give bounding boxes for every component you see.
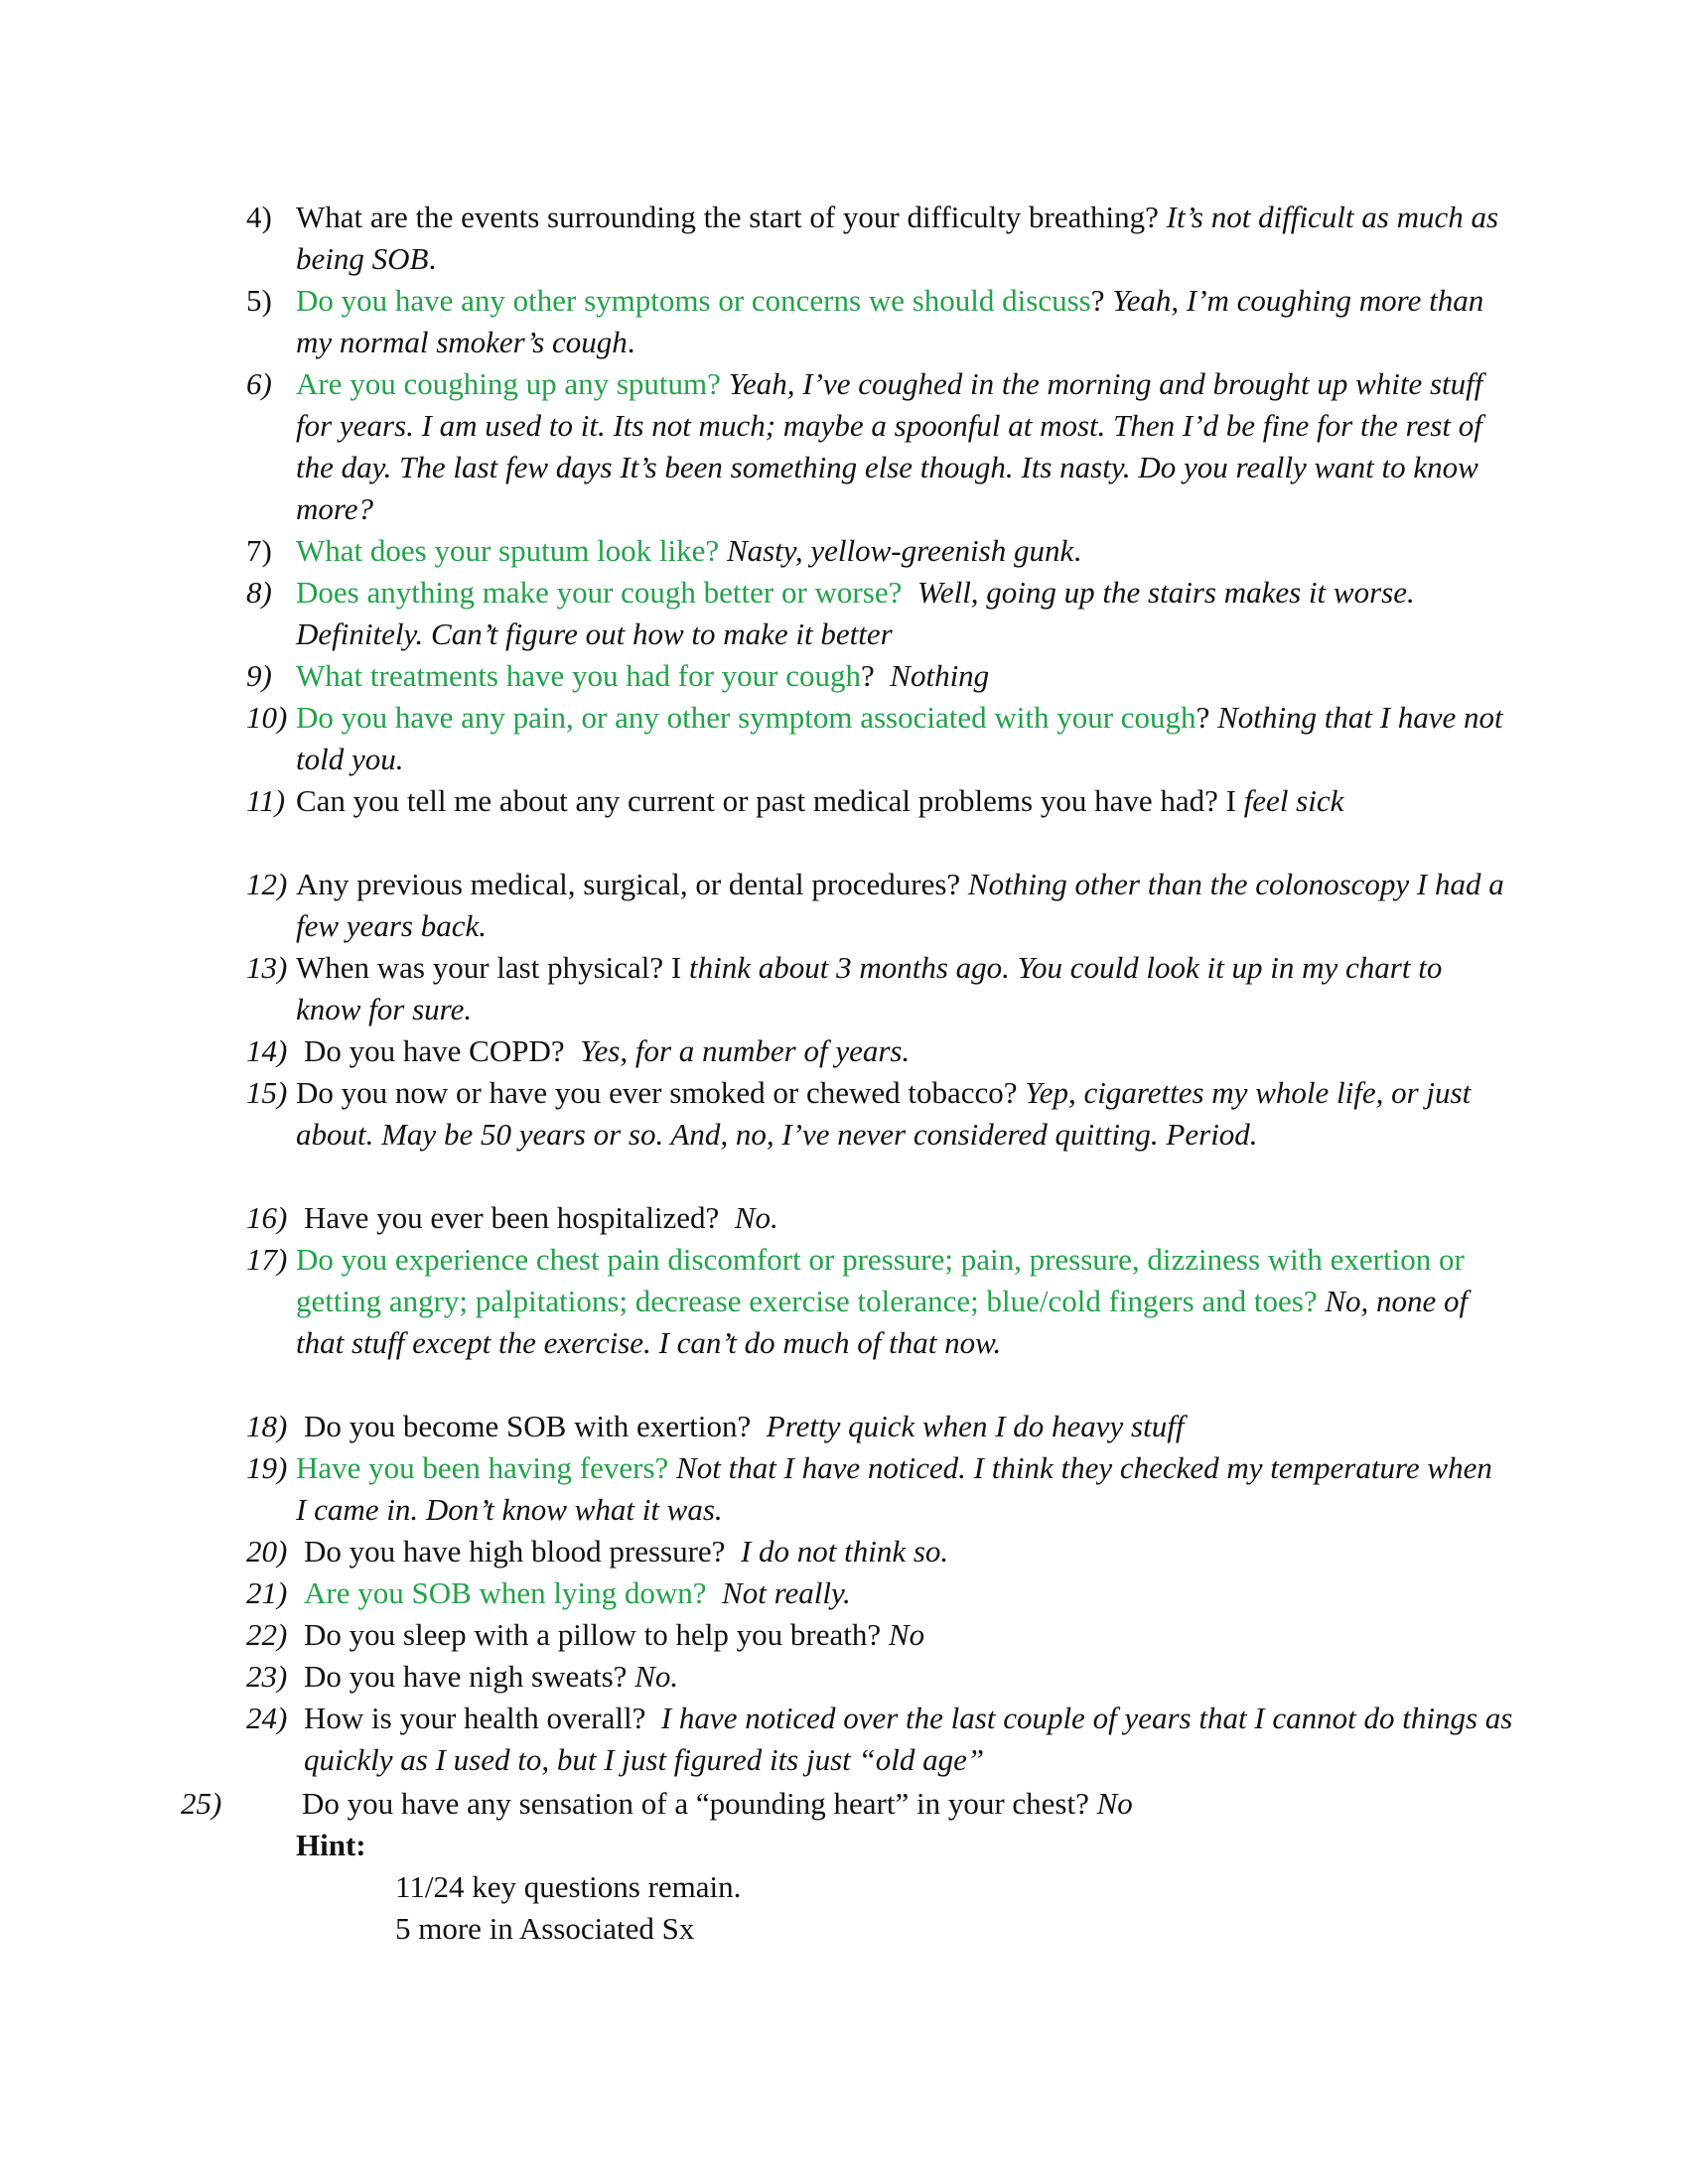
answer-text: Nothing [890,658,990,693]
question-text: Have you been having fevers? [296,1450,669,1485]
question-sep: ? [861,658,875,693]
item-number: 12) [246,867,288,901]
question-text: Do you have any pain, or any other symptom associated with your cough [296,700,1196,735]
answer-text: Not that I have noticed. I think they checked my temperature when I came in. Don’t know what it was. [296,1450,1492,1527]
answer-text: think about 3 months ago. You could look it up in my chart to know for sure. [296,950,1443,1026]
answer-tail: . [428,241,437,276]
item-number: 7) [246,533,272,568]
answer-text: I do not think so. [740,1534,949,1569]
answer-text: No. [634,1659,679,1694]
question-text: Are you SOB when lying down? [304,1575,707,1610]
item-number: 5) [246,283,272,318]
answer-text: Yeah, I’m coughing more than my normal smoker’s cough [296,283,1484,359]
item-number: 15) [246,1075,288,1110]
question-text: Do you have COPD? [304,1033,565,1068]
answer-text: Pretty quick when I do heavy stuff [766,1409,1185,1443]
answer-tail: . [627,325,635,359]
answer-text: Not really. [722,1575,851,1610]
question-text: Do you sleep with a pillow to help you breath? [304,1617,882,1652]
question-text: Do you have nigh sweats? [304,1659,628,1694]
hint-line-associated: 5 more in Associated Sx [395,1911,695,1946]
answer-text: Nothing other than the colonoscopy I had a few years back. [296,867,1504,943]
item-number: 22) [246,1617,288,1652]
item-number: 14) [246,1033,288,1068]
question-text: Are you coughing up any sputum? [296,366,721,401]
hint-label: Hint: [296,1828,366,1862]
question-text: What does your sputum look like? [296,533,720,568]
answer-text: No. [734,1200,778,1235]
answer-text: Well, going up the stairs makes it worse. Definitely. Can’t figure out how to make it better [296,575,1415,651]
item-number: 16) [246,1200,288,1235]
question-text: Do you experience chest pain discomfort or pressure; pain, pressure, dizziness with exertion or getting angry; palpitations; decrease exercise tolerance; blue/cold fingers and toes? [296,1242,1465,1318]
question-text: Do you have any other symptoms or concerns we should discuss [296,283,1091,318]
item-number: 9) [246,658,272,693]
answer-text: It’s not difficult as much as being SOB [296,200,1499,276]
item-number: 13) [246,950,288,985]
item-number: 18) [246,1409,288,1443]
question-text: Can you tell me about any current or past medical problems you have had? I [296,783,1236,818]
answer-text: Yeah, I’ve coughed in the morning and brought up white stuff for years. I am used to it. Its not much; maybe a spoonful at most. Then I’d be fine for the rest of the day. The last few days It’s been something else though. Its nasty. Do you really want to know more? [296,366,1483,526]
answer-tail: . [1073,533,1081,568]
question-text: Do you become SOB with exertion? [304,1409,752,1443]
item-number: 20) [246,1534,288,1569]
item-number: 21) [246,1575,288,1610]
item-number: 19) [246,1450,288,1485]
hint-line-remaining: 11/24 key questions remain. [395,1869,742,1904]
answer-text: I have noticed over the last couple of years that I cannot do things as quickly as I used to, but I just figured its just “old age” [304,1701,1513,1777]
question-text: What are the events surrounding the start of your difficulty breathing? [296,200,1159,234]
answer-text: No [888,1617,925,1652]
item-number: 24) [246,1701,288,1735]
item-number: 4) [246,200,272,234]
item-number: 23) [246,1659,288,1694]
question-text: What treatments have you had for your cough [296,658,862,693]
question-text: Do you have any sensation of a “pounding heart” in your chest? [302,1786,1089,1821]
answer-text: Nothing that I have not told you. [296,700,1503,776]
item-number: 17) [246,1242,288,1277]
question-text: Any previous medical, surgical, or dental procedures? [296,867,961,901]
item-number: 10) [246,700,288,735]
answer-text: Nasty, yellow-greenish gunk [726,533,1074,568]
item-number: 11) [246,783,286,818]
item-number: 6) [246,366,272,401]
question-text: How is your health overall? [304,1701,646,1735]
question-text: When was your last physical? I [296,950,682,985]
answer-text: feel sick [1243,783,1344,818]
question-text: Do you have high blood pressure? [304,1534,726,1569]
item-number: 8) [246,575,272,610]
question-sep: ? [1090,283,1105,318]
answer-text: Yep, cigarettes my whole life, or just about. May be 50 years or so. And, no, I’ve never considered quitting. Period. [296,1075,1472,1152]
answer-text: No, none of that stuff except the exercise. I can’t do much of that now. [296,1284,1469,1360]
answer-text: Yes, for a number of years. [580,1033,911,1068]
question-text: Have you ever been hospitalized? [304,1200,720,1235]
question-item-25 [302,1783,1133,1825]
item-number-25: 25) [181,1786,222,1821]
question-text: Do you now or have you ever smoked or chewed tobacco? [296,1075,1018,1110]
question-text: Does anything make your cough better or worse? [296,575,903,610]
answer-text: No [1096,1786,1133,1821]
question-sep: ? [1196,700,1210,735]
